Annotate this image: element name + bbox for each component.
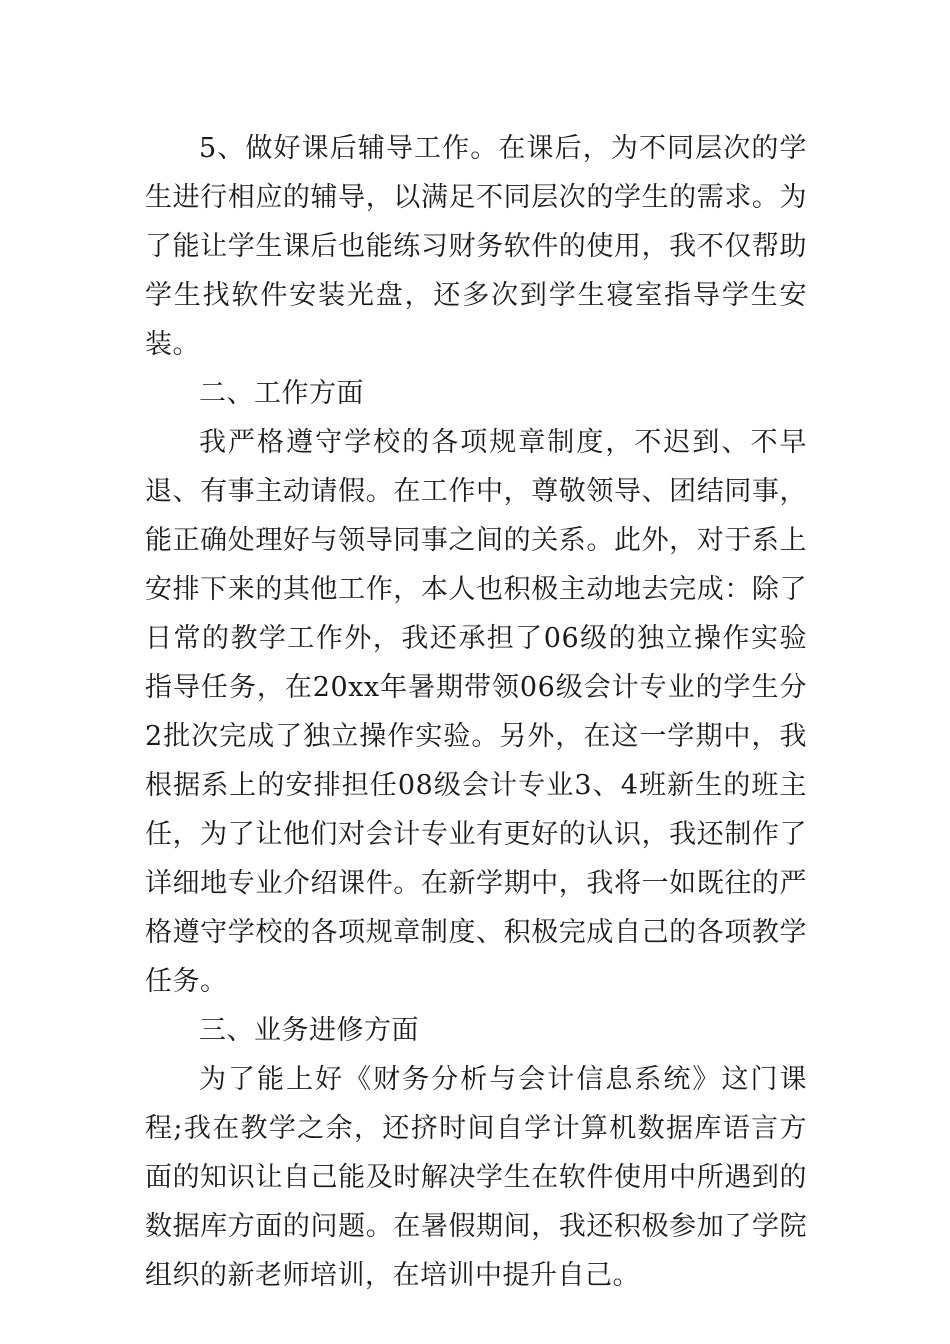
document-body — [145, 124, 807, 1300]
heading-work: 二、工作方面 — [199, 378, 364, 409]
paragraph-tutoring: 5、做好课后辅导工作。在课后，为不同层次的学生进行相应的辅导，以满足不同层次的学生的需求。为了能让学生课后也能练习财务软件的使用，我不仅帮助学生找软件安装光盘，还多次到学生寝室指导学生安装。 — [145, 133, 807, 360]
paragraph-professional-development: 为了能上好《财务分析与会计信息系统》这门课程;我在教学之余，还挤时间自学计算机数据库语言方面的知识让自己能及时解决学生在软件使用中所遇到的数据库方面的问题。在暑假期间，我还积极参加了学院组织的新老师培训，在培训中提升自己。 — [145, 1064, 807, 1291]
paragraph-work: 我严格遵守学校的各项规章制度，不迟到、不早退、有事主动请假。在工作中，尊敬领导、团结同事，能正确处理好与领导同事之间的关系。此外，对于系上安排下来的其他工作，本人也积极主动地去完成：除了日常的教学工作外，我还承担了06级的独立操作实验指导任务，在20xx年暑期带领06级会计专业的学生分2批次完成了独立操作实验。另外，在这一学期中，我根据系上的安排担任08级会计专业3、4班新生的班主任，为了让他们对会计专业有更好的认识，我还制作了详细地专业介绍课件。在新学期中，我将一如既往的严格遵守学校的各项规章制度、积极完成自己的各项教学任务。 — [145, 427, 807, 997]
heading-professional-development: 三、业务进修方面 — [199, 1015, 419, 1046]
